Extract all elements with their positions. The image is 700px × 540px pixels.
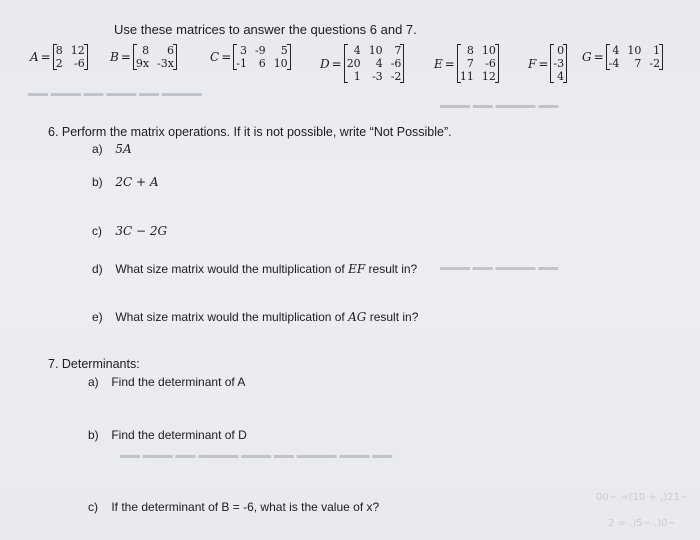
question-7a xyxy=(88,375,245,389)
matrix-cell: 4 xyxy=(353,44,361,57)
item-variable: EF xyxy=(348,262,366,276)
matrix-cell: 6 xyxy=(167,44,175,57)
matrix-cell: 1 xyxy=(653,44,661,57)
matrix-cell: 7 xyxy=(466,57,474,70)
matrix-g xyxy=(582,44,663,70)
matrix-cell: -6 xyxy=(74,57,85,70)
matrix-cell: -2 xyxy=(649,57,661,70)
matrix-cell: 9x xyxy=(135,57,150,70)
matrix-cell: 7 xyxy=(634,57,642,70)
question-6a xyxy=(92,142,132,156)
bleed-through-text: ▬▬ ▬▬▬ ▬▬ ▬▬▬ ▬▬ ▬▬▬▬ xyxy=(28,88,202,99)
item-text: Find the determinant of D xyxy=(111,428,247,442)
matrix-cell: 1 xyxy=(353,70,361,83)
bleed-through-text: ▬▬▬ ▬▬ ▬▬▬▬ ▬▬ xyxy=(440,100,559,111)
item-text: What size matrix would the multiplication of xyxy=(115,262,349,276)
equals-sign: = xyxy=(221,50,232,64)
matrix-b xyxy=(110,44,177,70)
item-text-end: result in? xyxy=(366,310,419,324)
question-7b xyxy=(88,428,247,442)
matrix-cell: 10 xyxy=(481,44,496,57)
item-text: 5A xyxy=(115,142,132,156)
matrix-cell: 8 xyxy=(466,44,474,57)
matrix-name: F xyxy=(528,56,537,71)
matrix-cell: 7 xyxy=(394,44,402,57)
equals-sign: = xyxy=(120,50,131,64)
item-label: d) xyxy=(92,262,103,276)
matrix-cell: 20 xyxy=(346,57,361,70)
matrix-cell: 10 xyxy=(273,57,288,70)
matrix-cell: -2 xyxy=(390,70,402,83)
question-6d xyxy=(92,262,417,276)
matrix-cell: 3 xyxy=(239,44,247,57)
matrix-cell: 4 xyxy=(375,57,383,70)
matrix-f xyxy=(528,44,567,83)
item-text: If the determinant of B = -6, what is the value of x? xyxy=(111,500,380,514)
item-label: a) xyxy=(92,142,103,156)
equals-sign: = xyxy=(538,56,549,71)
item-text: Find the determinant of A xyxy=(111,375,246,389)
item-text-end: result in? xyxy=(365,262,418,276)
matrix-e xyxy=(434,44,499,83)
matrix-cell: 0 xyxy=(557,44,565,57)
matrix-name: A xyxy=(30,50,39,64)
bleed-through-text: ▬▬ ▬▬▬ ▬▬ ▬▬▬▬ ▬▬▬ ▬▬ ▬▬▬▬ ▬▬▬ ▬▬ xyxy=(120,450,393,461)
matrix-c xyxy=(210,44,291,70)
item-label: c) xyxy=(88,500,98,514)
item-label: a) xyxy=(88,375,99,389)
matrix-cell: 8 xyxy=(142,44,150,57)
matrix-cell: 2 xyxy=(55,57,63,70)
matrix-cell: 6 xyxy=(258,57,266,70)
matrix-cell: 8 xyxy=(55,44,63,57)
bleed-through-text: ▬▬▬ ▬▬ ▬▬▬▬ ▬▬ xyxy=(440,262,559,273)
question-6b xyxy=(92,175,159,189)
matrix-cell: 4 xyxy=(557,70,565,83)
matrix-name: G xyxy=(582,50,592,64)
matrix-cell: -3x xyxy=(157,57,175,70)
matrix-bracket xyxy=(344,44,405,83)
matrix-bracket xyxy=(550,44,567,83)
matrix-cell: 12 xyxy=(481,70,496,83)
question-6-title: 6. Perform the matrix operations. If it is not possible, write “Not Possible”. xyxy=(48,125,452,139)
matrix-bracket xyxy=(233,44,290,70)
matrix-name: E xyxy=(434,56,443,71)
item-text: What size matrix would the multiplication of xyxy=(115,310,349,324)
matrix-d xyxy=(320,44,404,83)
matrix-cell: 5 xyxy=(280,44,288,57)
item-label: e) xyxy=(92,310,103,324)
matrix-cell: -6 xyxy=(390,57,402,70)
item-text: 3C − 2G xyxy=(115,224,168,238)
matrix-bracket xyxy=(53,44,88,70)
item-text: 2C + A xyxy=(115,175,159,189)
question-6e xyxy=(92,310,418,324)
matrix-bracket xyxy=(133,44,177,70)
question-7c xyxy=(88,500,379,514)
question-7-title: 7. Determinants: xyxy=(48,357,140,371)
item-label: c) xyxy=(92,224,102,238)
matrix-cell: -1 xyxy=(236,57,247,70)
matrix-name: D xyxy=(320,56,330,71)
pencil-mark: 00− =(10 + ,)21− xyxy=(596,492,689,503)
matrix-bracket xyxy=(606,44,663,70)
item-label: b) xyxy=(92,175,103,189)
matrix-cell: -9 xyxy=(254,44,266,57)
matrix-cell: 11 xyxy=(459,70,474,83)
matrix-cell: 10 xyxy=(368,44,383,57)
matrix-cell: -4 xyxy=(608,57,620,70)
matrix-bracket xyxy=(457,44,499,83)
item-variable: AG xyxy=(348,310,367,324)
matrix-cell: -3 xyxy=(371,70,383,83)
pencil-mark: 2 = ,)5− ,)0− xyxy=(608,518,676,529)
matrix-cell: -6 xyxy=(485,57,496,70)
matrix-name: C xyxy=(210,50,220,64)
matrix-cell: 10 xyxy=(627,44,642,57)
equals-sign: = xyxy=(331,56,342,71)
equals-sign: = xyxy=(444,56,455,71)
intro-text: Use these matrices to answer the questions 6 and 7. xyxy=(114,22,417,37)
matrix-a xyxy=(30,44,88,70)
matrix-cell: 4 xyxy=(612,44,620,57)
equals-sign: = xyxy=(40,50,51,64)
matrix-cell: 12 xyxy=(70,44,85,57)
equals-sign: = xyxy=(593,50,604,64)
question-6c xyxy=(92,224,167,238)
matrix-name: B xyxy=(110,50,119,64)
item-label: b) xyxy=(88,428,99,442)
matrix-cell: -3 xyxy=(553,57,565,70)
